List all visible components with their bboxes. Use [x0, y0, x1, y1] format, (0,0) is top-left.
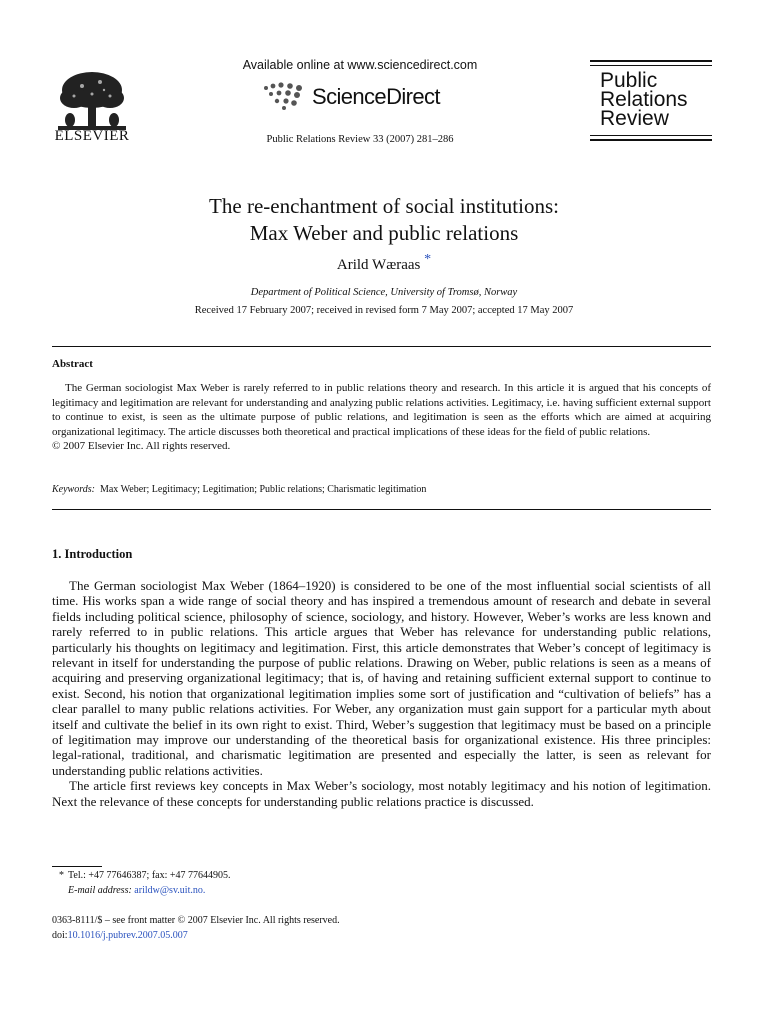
email-link[interactable]: arildw@sv.uit.no. — [134, 885, 206, 896]
divider — [52, 509, 711, 510]
sciencedirect-dots-icon — [263, 80, 309, 110]
author-footnote-link[interactable]: * — [424, 252, 432, 267]
available-online-text: Available online at www.sciencedirect.com — [242, 58, 478, 72]
abstract-text: The German sociologist Max Weber is rarely referred to in public relations theory and research. In this article it is argued that his concepts of legitimacy and legitimation are relevant for understanding and analyzing public relations activities. Legitimacy, i.e. having sufficient external support to continue to exist, is seen as the ultimate purpose of public relations, and legitimation is seen as the efforts which are aimed at acquiring organizational legitimacy. The article discusses both theoretical and practical implications of these ideas for the field of public relations. — [52, 382, 711, 438]
section-heading: 1. Introduction — [52, 547, 133, 561]
footnote-contact: Tel.: +47 77646387; fax: +47 77644905. — [68, 870, 231, 881]
journal-logo-line: Public — [600, 69, 658, 92]
title-line: Max Weber and public relations — [249, 221, 519, 245]
footnote — [52, 868, 711, 898]
journal-logo — [600, 71, 688, 128]
sciencedirect-logo-text: ScienceDirect — [312, 84, 440, 109]
keywords-list: Max Weber; Legitimacy; Legitimation; Public relations; Charismatic legitimation — [99, 484, 427, 495]
journal-logo-rule — [590, 65, 712, 66]
journal-logo-rule — [590, 135, 712, 136]
email-label: E-mail address: — [68, 885, 132, 896]
journal-logo-rule — [590, 60, 712, 62]
keywords — [52, 484, 711, 495]
journal-logo-rule — [590, 139, 712, 141]
journal-logo-line: Review — [600, 107, 669, 130]
doi-link[interactable]: 10.1016/j.pubrev.2007.05.007 — [67, 930, 188, 941]
received-dates: Received 17 February 2007; received in revised form 7 May 2007; accepted 17 May 2007 — [194, 305, 574, 316]
section-body — [52, 578, 711, 809]
affiliation: Department of Political Science, University of Tromsø, Norway — [250, 287, 518, 298]
footnote-mark: * — [59, 870, 64, 881]
abstract-body — [52, 381, 711, 454]
doi-label: doi: — [52, 930, 68, 941]
publisher-name: ELSEVIER — [54, 128, 130, 144]
journal-reference: Public Relations Review 33 (2007) 281–286 — [266, 134, 454, 145]
front-matter-info — [52, 913, 711, 943]
journal-logo-line: Relations — [600, 88, 688, 111]
keywords-label: Keywords: — [52, 484, 95, 495]
abstract-heading: Abstract — [52, 358, 93, 370]
paragraph: The German sociologist Max Weber (1864–1920) is considered to be one of the most influential social scientists of all time. His works span a wide range of social theory and has inspired a tremendous amount of research and debate in several fields including political science, philosophy of science, sociology, and history. However, Weber’s works are less known and rarely referred to in public relations. This article argues that Weber has relevance for understanding public relations, particularly his thoughts on legitimacy and legitimation. First, this article demonstrates that Weber’s concept of legitimacy is relevant in itself for understanding the purpose of public relations. Drawing on Weber, public relations is seen as a means of acquiring and preserving organizational legitimacy; that is, of having and retaining sufficient external support to continue to exist. Second, his notion that organizational legitimation implies some sort of justification and “cultivation of beliefs” has a clear parallel to many public relations activities. For Weber, any organization must gain support for a particular myth about itself and cultivate the belief in its own right to exist. Third, Weber’s suggestion that legitimacy must be based on a principle of legitimation may improve our understanding of the theoretical basis for organizational existence. His three principles: legal-rational, traditional, and charismatic legitimation are presented and especially the latter, is seen as relevant for understanding public relations activities. — [52, 578, 711, 778]
divider — [52, 346, 711, 347]
issn-line: 0363-8111/$ – see front matter © 2007 Elsevier Inc. All rights reserved. — [52, 915, 340, 926]
abstract-copyright: © 2007 Elsevier Inc. All rights reserved. — [52, 440, 231, 452]
author-name: Arild Wæraas — [336, 257, 421, 273]
title-line: The re-enchantment of social institutions: — [209, 194, 559, 218]
author-line — [100, 252, 668, 274]
paper-title — [100, 193, 668, 247]
paragraph: The article first reviews key concepts in Max Weber’s sociology, most notably legitimacy and his notion of legitimation. Next the relevance of these concepts for understanding public relations practice is discussed. — [52, 778, 711, 809]
footnote-rule — [52, 866, 102, 867]
